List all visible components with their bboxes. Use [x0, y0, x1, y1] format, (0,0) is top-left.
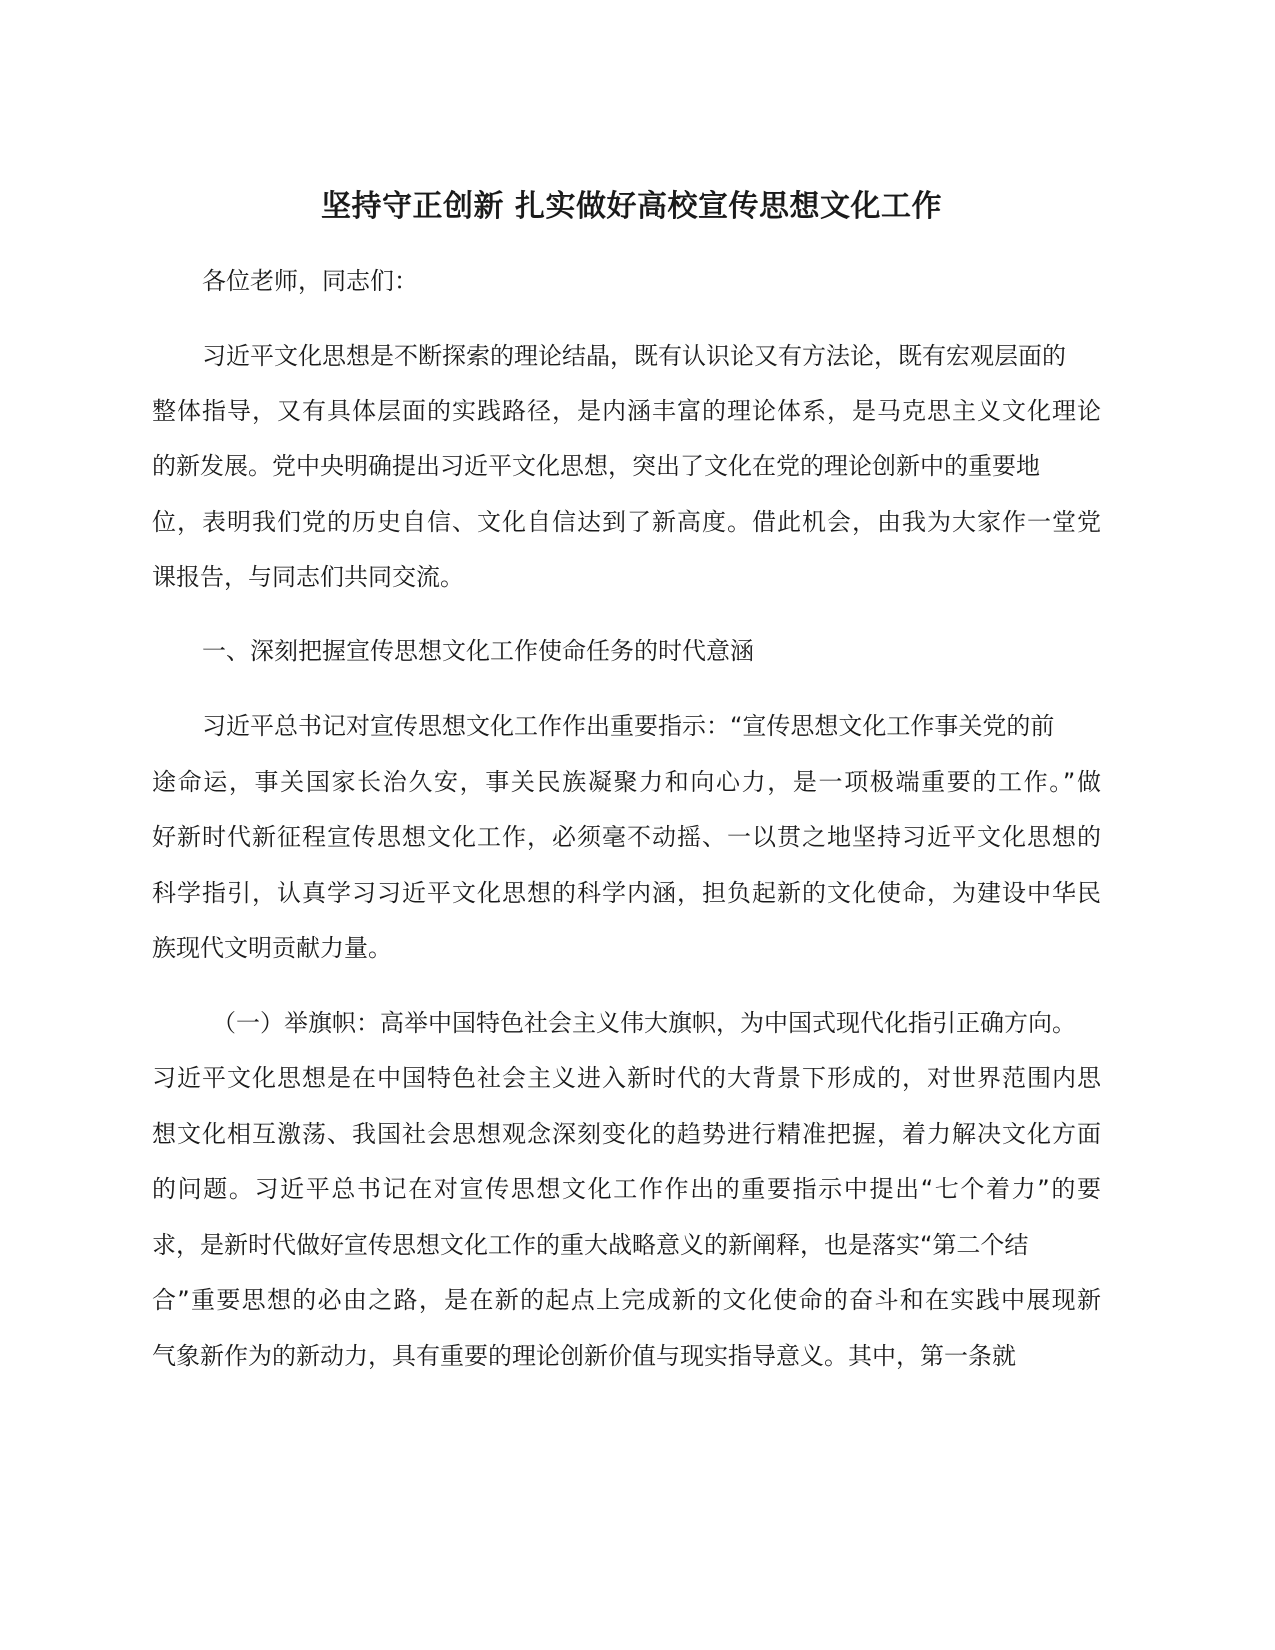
salutation: 各位老师，同志们：: [202, 267, 418, 295]
text-line: 习近平文化思想是在中国特色社会主义进入新时代的大背景下形成的，对世界范围内思: [152, 1064, 1101, 1092]
text-line: 合”重要思想的必由之路，是在新的起点上完成新的文化使命的奋斗和在实践中展现新: [152, 1286, 1101, 1314]
text-line: 族现代文明贡献力量。: [152, 934, 392, 962]
text-line: 的新发展。党中央明确提出习近平文化思想，突出了文化在党的理论创新中的重要地: [152, 452, 1040, 480]
text-line: 习近平文化思想是不断探索的理论结晶，既有认识论又有方法论，既有宏观层面的: [202, 342, 1066, 370]
text-line: 习近平总书记对宣传思想文化工作作出重要指示：“宣传思想文化工作事关党的前: [202, 712, 1055, 740]
text-line: 求，是新时代做好宣传思想文化工作的重大战略意义的新阐释，也是落实“第二个结: [152, 1231, 1029, 1259]
text-line: 科学指引，认真学习习近平文化思想的科学内涵，担负起新的文化使命，为建设中华民: [152, 879, 1101, 907]
text-line: 想文化相互激荡、我国社会思想观念深刻变化的趋势进行精准把握，着力解决文化方面: [152, 1120, 1101, 1148]
text-line: 途命运，事关国家长治久安，事关民族凝聚力和向心力，是一项极端重要的工作。”做: [152, 768, 1101, 796]
subsection-line: （一）举旗帜：高举中国特色社会主义伟大旗帜，为中国式现代化指引正确方向。: [212, 1009, 1076, 1037]
text-line: 位，表明我们党的历史自信、文化自信达到了新高度。借此机会，由我为大家作一堂党: [152, 508, 1101, 536]
section-heading: 一、深刻把握宣传思想文化工作使命任务的时代意涵: [202, 637, 754, 665]
text-line: 的问题。习近平总书记在对宣传思想文化工作作出的重要指示中提出“七个着力”的要: [152, 1175, 1101, 1203]
text-line: 气象新作为的新动力，具有重要的理论创新价值与现实指导意义。其中，第一条就: [152, 1342, 1016, 1370]
text-line: 好新时代新征程宣传思想文化工作，必须毫不动摇、一以贯之地坚持习近平文化思想的: [152, 823, 1101, 851]
document-title: 坚持守正创新 扎实做好高校宣传思想文化工作: [321, 189, 942, 224]
text-line: 课报告，与同志们共同交流。: [152, 563, 464, 591]
text-line: 整体指导，又有具体层面的实践路径，是内涵丰富的理论体系，是马克思主义文化理论: [152, 397, 1101, 425]
